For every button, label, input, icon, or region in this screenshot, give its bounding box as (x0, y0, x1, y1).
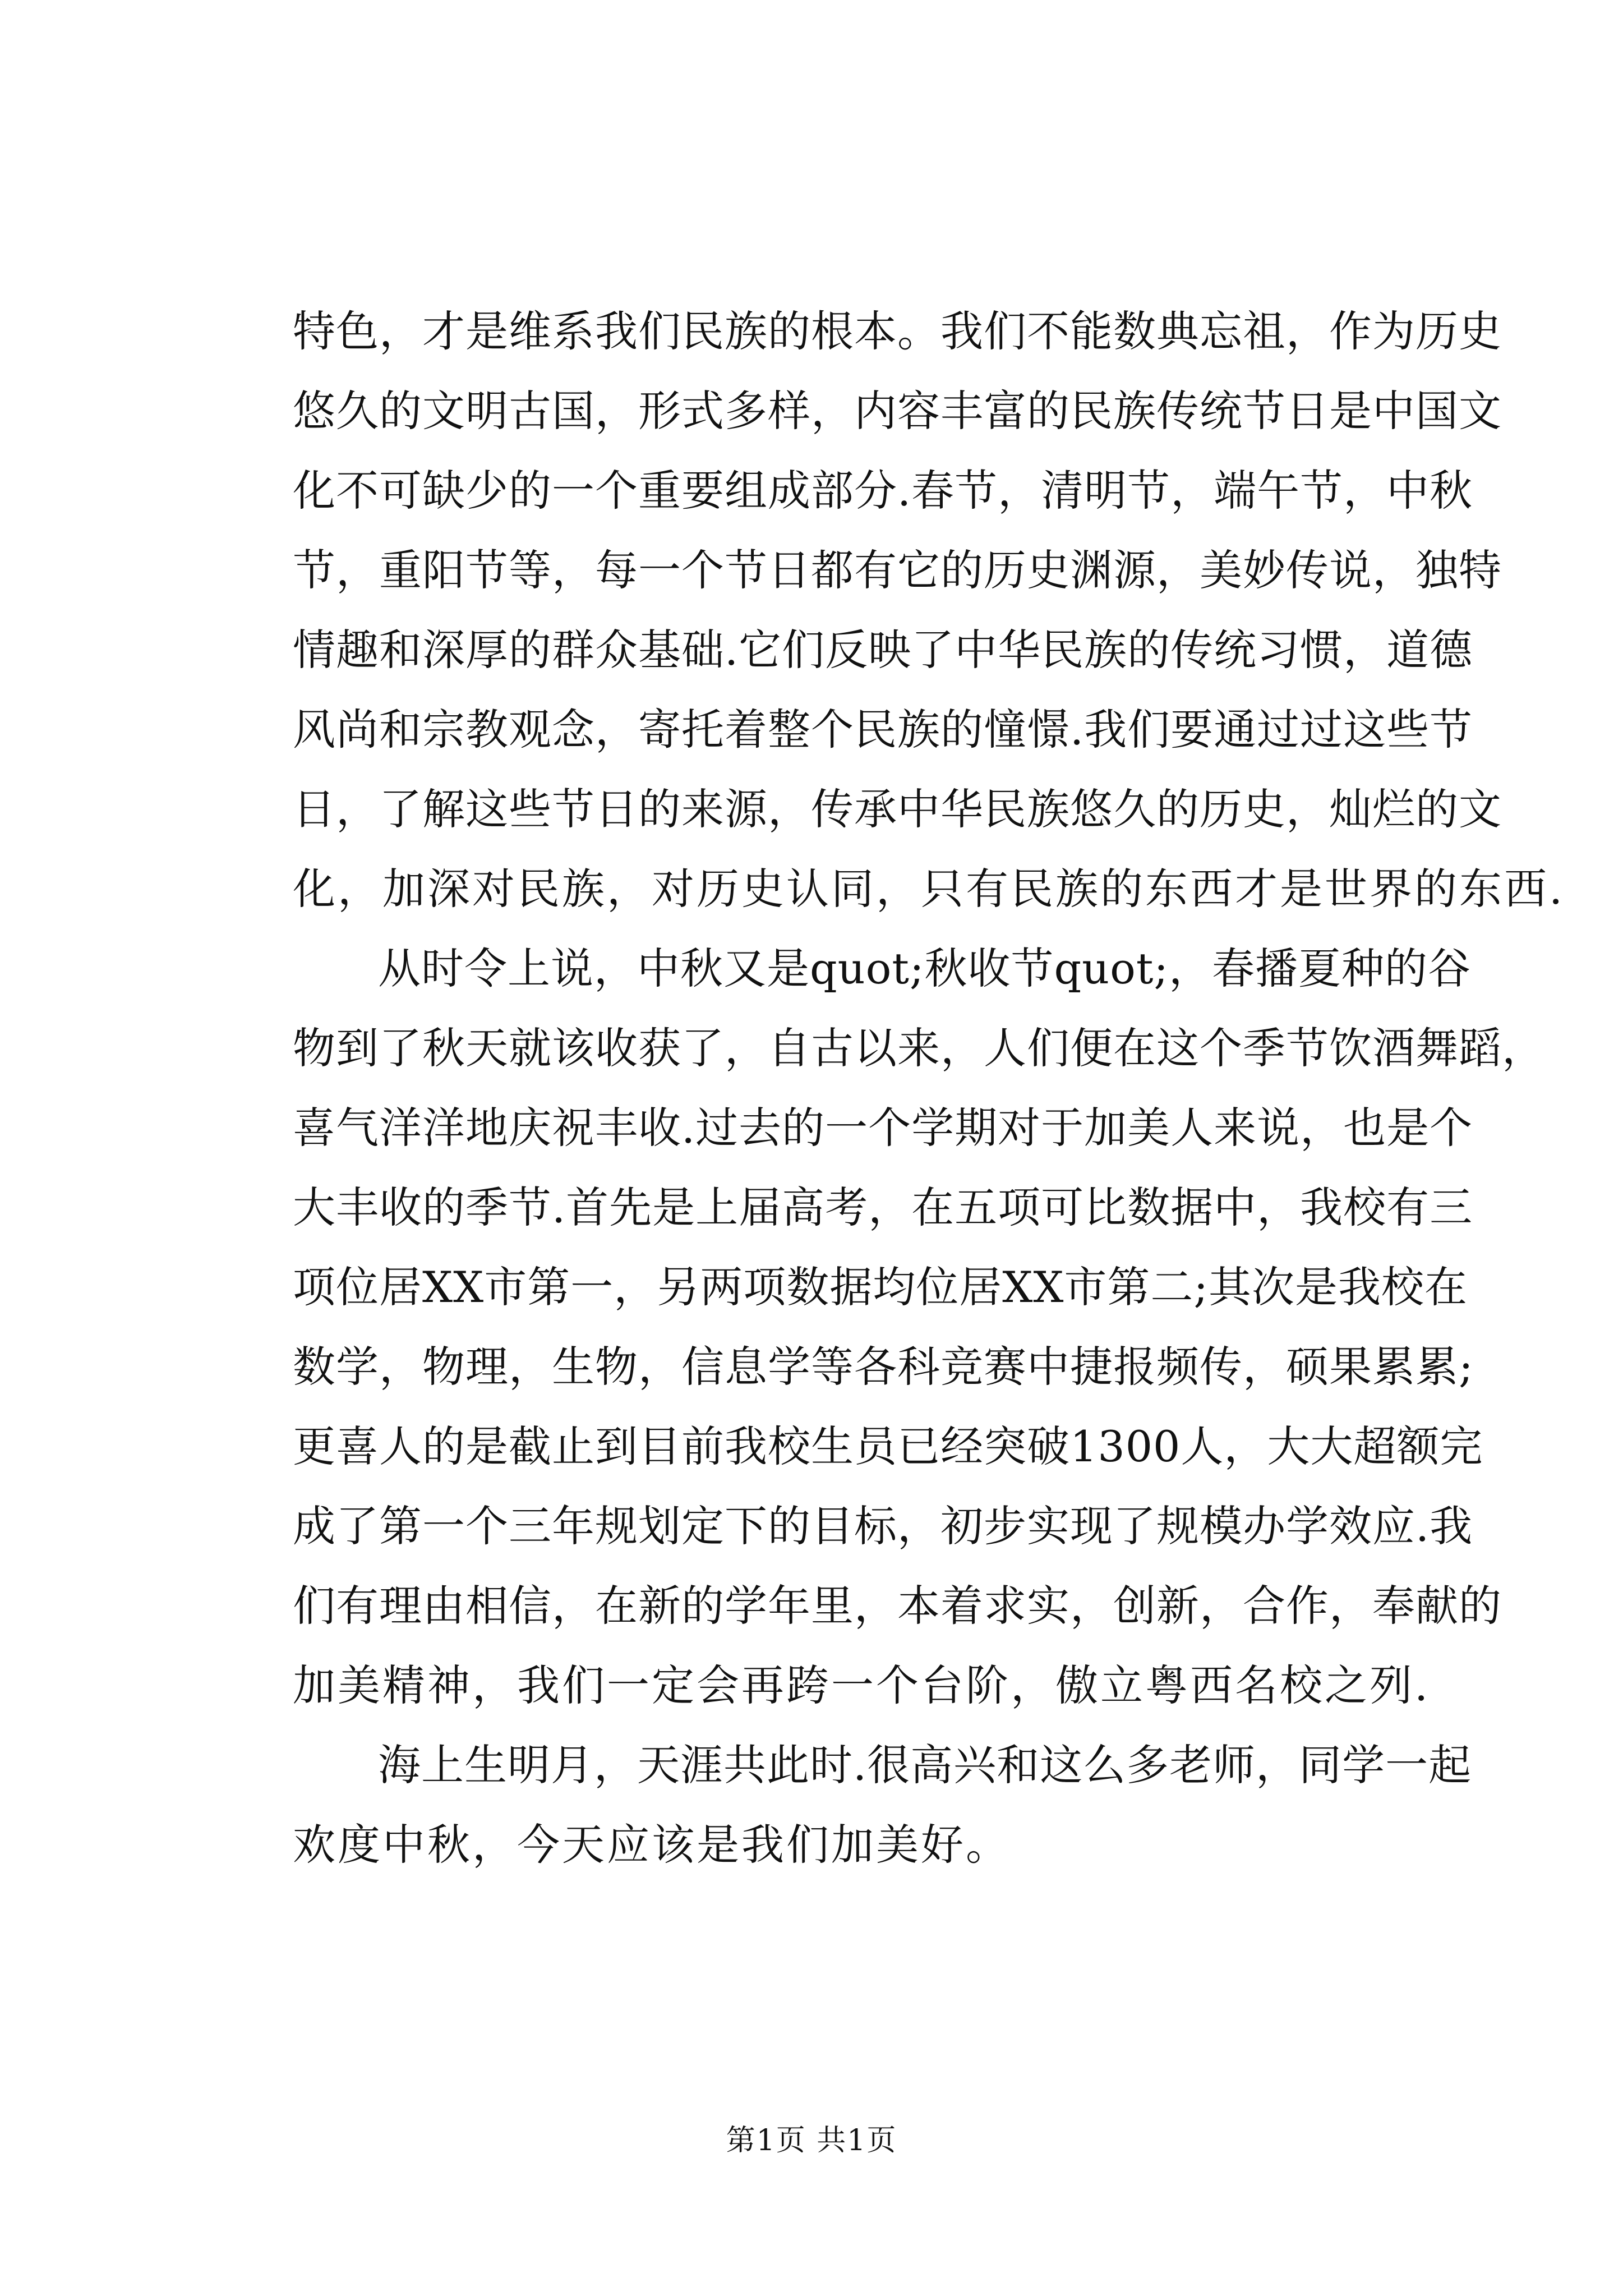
text-line: 喜气洋洋地庆祝丰收.过去的一个学期对于加美人来说，也是个 (293, 1103, 1473, 1153)
text-line: 们有理由相信，在新的学年里，本着求实，创新，合作，奉献的 (293, 1581, 1502, 1631)
text-line: 加美精神，我们一定会再跨一个台阶，傲立粤西名校之列. (293, 1660, 1431, 1710)
text-line: 数学，物理，生物，信息学等各科竞赛中捷报频传，硕果累累; (293, 1342, 1474, 1392)
text-line: 悠久的文明古国，形式多样，内容丰富的民族传统节日是中国文 (293, 386, 1502, 436)
text-line: 大丰收的季节.首先是上届高考，在五项可比数据中，我校有三 (293, 1182, 1473, 1232)
text-line: 化，加深对民族，对历史认同，只有民族的东西才是世界的东西. (293, 864, 1565, 914)
paragraph (293, 1726, 1472, 1885)
text-line: 欢度中秋，今天应该是我们加美好。 (293, 1820, 1011, 1870)
page-footer: 第1页 共1页 (726, 2124, 897, 2157)
text-line: 物到了秋天就该收获了，自古以来，人们便在这个季节饮酒舞蹈， (293, 1023, 1545, 1073)
text-line: 更喜人的是截止到目前我校生员已经突破1300人，大大超额完 (293, 1421, 1483, 1471)
text-line: 从时令上说，中秋又是quot;秋收节quot;，春播夏种的谷 (378, 944, 1471, 993)
text-line: 成了第一个三年规划定下的目标，初步实现了规模办学效应.我 (293, 1501, 1473, 1551)
text-line: 情趣和深厚的群众基础.它们反映了中华民族的传统习惯，道德 (293, 625, 1473, 675)
text-line: 项位居XX市第一，另两项数据均位居XX市第二;其次是我校在 (293, 1262, 1468, 1312)
text-line: 化不可缺少的一个重要组成部分.春节，清明节，端午节，中秋 (293, 466, 1473, 516)
paragraph (293, 292, 1565, 929)
text-line: 节，重阳节等，每一个节日都有它的历史渊源，美妙传说，独特 (293, 545, 1502, 595)
text-line: 海上生明月，天涯共此时.很高兴和这么多老师，同学一起 (378, 1740, 1472, 1790)
document-body (293, 292, 1565, 1885)
text-line: 风尚和宗教观念，寄托着整个民族的憧憬.我们要通过过这些节 (293, 705, 1473, 754)
text-line: 日，了解这些节日的来源，传承中华民族悠久的历史，灿烂的文 (293, 784, 1502, 834)
paragraph (293, 929, 1545, 1726)
text-line: 特色，才是维系我们民族的根本。我们不能数典忘祖，作为历史 (293, 306, 1502, 356)
